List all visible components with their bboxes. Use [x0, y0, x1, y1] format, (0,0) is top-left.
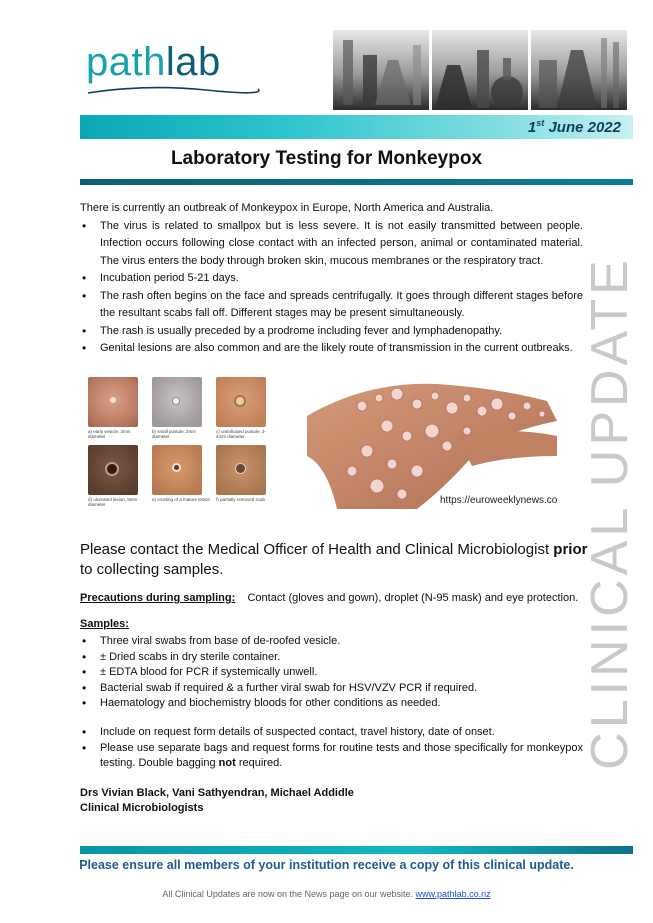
list-item: • Include on request form details of suspected contact, travel history, date of onset.	[80, 725, 583, 741]
hand-rash-photo	[307, 376, 557, 509]
intro-lead: There is currently an outbreak of Monkeypox in Europe, North America and Australia.	[80, 202, 494, 214]
side-label: CLINICAL UPDATE	[581, 255, 639, 770]
lesion-caption: b) small pustule, 2mm diameter	[152, 429, 197, 439]
list-item: • Haematology and biochemistry bloods for other conditions as needed.	[80, 696, 583, 712]
issue-date: 1st June 2022	[527, 118, 621, 136]
contact-notice: Please contact the Medical Officer of Health and Clinical Microbiologist prior to collecting samples.	[80, 541, 588, 578]
glassware-photo-1	[333, 30, 429, 110]
list-item: • The rash is usually preceded by a prodrome including fever and lymphadenopathy.	[80, 323, 583, 341]
glassware-photo-3	[531, 30, 627, 110]
lesion-photo-a	[88, 377, 138, 427]
website-link[interactable]: www.pathlab.co.nz	[415, 889, 491, 899]
samples-heading: Samples:	[80, 618, 129, 630]
list-item: • ± Dried scabs in dry sterile container.	[80, 650, 583, 666]
list-item: • Three viral swabs from base of de-roofed vesicle.	[80, 634, 583, 650]
precautions-text: Contact (gloves and gown), droplet (N-95 mask) and eye protection.	[247, 592, 579, 604]
author-names: Drs Vivian Black, Vani Sathyendran, Michael Addidle	[80, 787, 354, 799]
glassware-photo-2	[432, 30, 528, 110]
hand-photo-credit: https://euroweeklynews.co	[440, 495, 558, 506]
lesion-photo-e	[152, 445, 202, 495]
precautions-label: Precautions during sampling:	[80, 592, 236, 604]
intro-bullets	[80, 218, 583, 358]
list-item: • Please use separate bags and request forms for routine tests and those specifically for monkeypox testing. Double bagging not required.	[80, 741, 583, 772]
logo-wordmark: pathlab	[86, 40, 221, 84]
list-item: • The virus is related to smallpox but is less severe. It is not easily transmitted between people. Infection occurs following close contact with an infected person, animal or contaminated material. The virus enters the body through broken skin, mucous membranes or the respiratory tract.	[80, 218, 583, 271]
lesion-photo-c	[216, 377, 266, 427]
lesion-photo-b	[152, 377, 202, 427]
list-item: • ± EDTA blood for PCR if systemically unwell.	[80, 665, 583, 681]
request-instructions	[80, 725, 583, 772]
samples-list	[80, 634, 583, 712]
precautions-line	[80, 592, 578, 604]
page-title: Laboratory Testing for Monkeypox	[170, 148, 483, 169]
signoff	[80, 786, 354, 816]
list-item: • Genital lesions are also common and are the likely route of transmission in the current outbreaks.	[80, 340, 583, 358]
lesion-caption: d) ulcerated lesion, 5mm diameter	[88, 497, 138, 507]
lesion-caption: a) early vesicle, 3mm diameter	[88, 429, 131, 439]
lesion-stages-figure	[88, 375, 268, 510]
lesion-caption: c) umbilicated pustule, 3-4mm diameter	[216, 429, 267, 439]
author-role: Clinical Microbiologists	[80, 802, 204, 814]
intro-section	[80, 200, 583, 358]
lesion-photo-d	[88, 445, 138, 495]
logo-swoosh-icon	[86, 84, 261, 98]
lesion-caption: e) crusting of a mature lesion	[152, 497, 211, 502]
lesion-caption: f) partially removed scab	[216, 497, 266, 502]
header-photos	[333, 30, 627, 110]
distribution-notice: Please ensure all members of your institution receive a copy of this clinical update.	[79, 858, 574, 872]
list-item: • Bacterial swab if required & a further viral swab for HSV/VZV PCR if required.	[80, 681, 583, 697]
footer: All Clinical Updates are now on the News page on our website. www.pathlab.co.nz	[162, 889, 491, 899]
title-divider	[80, 179, 633, 185]
list-item: • The rash often begins on the face and spreads centrifugally. It goes through different stages before the resultant scabs fall off. Different stages may be present simultaneously.	[80, 288, 583, 323]
list-item: • Incubation period 5-21 days.	[80, 270, 583, 288]
footer-divider	[80, 846, 633, 854]
lesion-photo-f	[216, 445, 266, 495]
pathlab-logo	[86, 40, 261, 100]
